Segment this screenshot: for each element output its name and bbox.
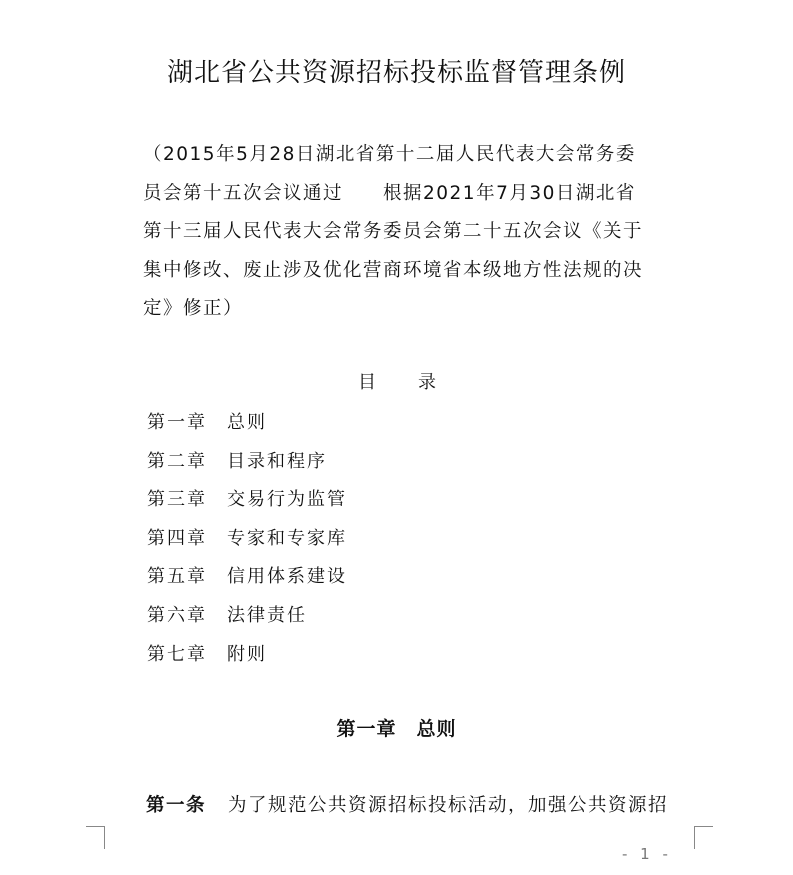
toc-chapter-number: 第四章 [147, 527, 207, 549]
toc-item[interactable] [147, 520, 347, 559]
toc-item[interactable] [147, 443, 347, 482]
preamble-line: （2015年5月28日湖北省第十二届人民代表大会常务委 [143, 144, 636, 165]
toc-title-char: 录 [418, 372, 438, 393]
preamble-line: 集中修改、废止涉及优化营商环境省本级地方性法规的决 [143, 259, 644, 281]
toc-chapter-name: 附则 [227, 643, 267, 665]
toc-item[interactable] [147, 481, 347, 520]
toc-chapter-name: 法律责任 [227, 604, 307, 626]
toc-chapter-name: 交易行为监管 [227, 489, 347, 511]
toc-item[interactable] [147, 558, 347, 597]
toc-chapter-name: 总则 [227, 412, 267, 433]
preamble-line: 第十三届人民代表大会常务委员会第二十五次会议《关于 [143, 221, 644, 243]
chapter-heading [0, 714, 793, 741]
toc-item[interactable] [147, 636, 347, 675]
toc-chapter-number: 第六章 [147, 604, 207, 626]
page-corner-mark [86, 826, 105, 849]
preamble [143, 136, 663, 329]
toc-chapter-number: 第五章 [147, 566, 207, 588]
document-title: 湖北省公共资源招标投标监督管理条例 [166, 58, 626, 88]
toc-item[interactable] [147, 404, 347, 443]
article-number: 第一条 [146, 795, 207, 816]
article-paragraph [146, 791, 668, 817]
toc-title-char: 目 [358, 372, 378, 393]
page-number: - 1 - [622, 845, 672, 863]
page-corner-mark [694, 826, 713, 849]
chapter-heading-number: 第一章 [336, 718, 397, 740]
chapter-heading-name: 总则 [416, 718, 457, 740]
toc-chapter-name: 信用体系建设 [227, 566, 347, 588]
toc-chapter-number: 第一章 [147, 412, 207, 433]
toc-chapter-number: 第七章 [147, 643, 207, 665]
preamble-line: 员会第十五次会议通过 根据2021年7月30日湖北省 [143, 182, 636, 204]
preamble-line: 定》修正） [143, 298, 244, 320]
toc-item[interactable] [147, 597, 347, 636]
article-text: 为了规范公共资源招标投标活动，加强公共资源招 [228, 795, 669, 816]
toc-chapter-name: 专家和专家库 [227, 527, 347, 549]
toc-title [358, 368, 438, 394]
toc-chapter-number: 第三章 [147, 489, 207, 511]
table-of-contents [147, 404, 347, 674]
toc-chapter-number: 第二章 [147, 450, 207, 472]
toc-chapter-name: 目录和程序 [227, 450, 327, 472]
